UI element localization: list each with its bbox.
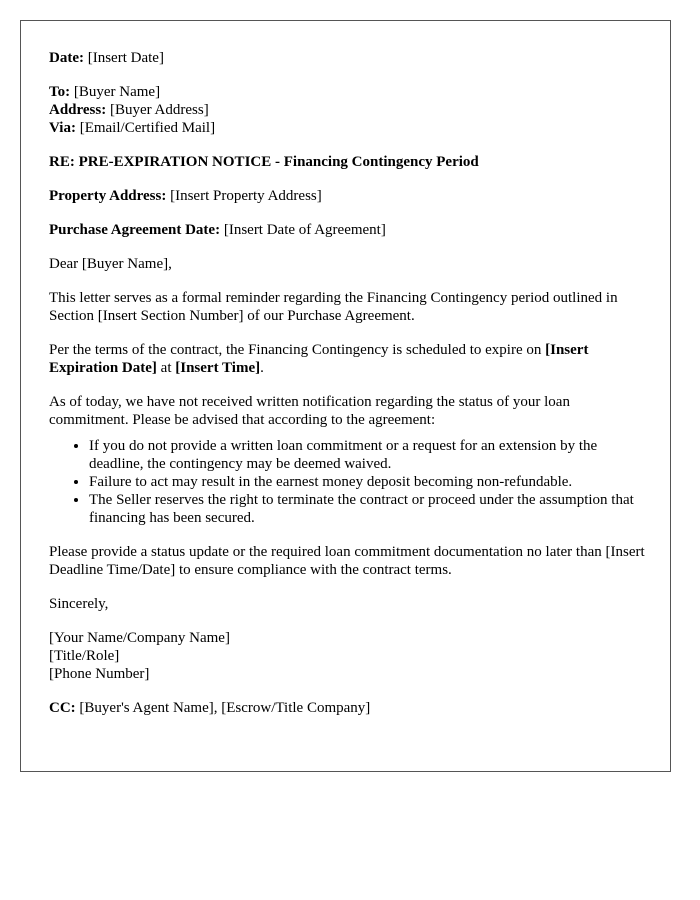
paragraph-status: As of today, we have not received written notification regarding the status of your loan commitment. Please be advised that according to the agreement: xyxy=(49,394,570,428)
agreement-date-value: [Insert Date of Agreement] xyxy=(223,222,386,238)
via-value: [Email/Certified Mail] xyxy=(79,120,216,136)
to-label: To: xyxy=(49,84,71,100)
expiration-suffix: . xyxy=(260,360,264,376)
consequence-list xyxy=(49,437,651,527)
expiration-date: [Insert Expiration Date] xyxy=(49,342,589,376)
list-item: • The Seller reserves the right to terminate the contract or proceed under the assumption that financing has been secured. xyxy=(89,491,651,527)
signature-name: [Your Name/Company Name] xyxy=(49,630,230,646)
cc-label: CC: xyxy=(49,700,76,716)
via-line xyxy=(49,119,651,137)
address-label: Address: xyxy=(49,102,107,118)
date-line xyxy=(49,49,651,67)
address-line xyxy=(49,101,651,119)
subject-line xyxy=(49,153,651,171)
date-label: Date: xyxy=(49,50,84,66)
salutation: Dear [Buyer Name], xyxy=(49,256,172,272)
to-line xyxy=(49,83,651,101)
signature-title: [Title/Role] xyxy=(49,648,120,664)
cc-line xyxy=(49,699,651,717)
recipient-block xyxy=(49,83,651,137)
signature-phone: [Phone Number] xyxy=(49,666,150,682)
closing: Sincerely, xyxy=(49,596,109,612)
paragraph-expiration xyxy=(49,341,651,377)
property-label: Property Address: xyxy=(49,188,167,204)
letter xyxy=(20,20,671,772)
paragraph-reminder: This letter serves as a formal reminder regarding the Financing Contingency period outlined in Section [Insert Section Number] of our Purchase Agreement. xyxy=(49,290,618,324)
expiration-time: [Insert Time] xyxy=(175,360,261,376)
property-value: [Insert Property Address] xyxy=(170,188,322,204)
address-value: [Buyer Address] xyxy=(109,102,209,118)
agreement-date-line xyxy=(49,221,651,239)
signature-block xyxy=(49,629,651,683)
date-value: [Insert Date] xyxy=(87,50,164,66)
cc-value: [Buyer's Agent Name], [Escrow/Title Company] xyxy=(79,700,371,716)
list-item: • If you do not provide a written loan commitment or a request for an extension by the deadline, the contingency may be deemed waived. xyxy=(89,437,651,473)
expiration-middle: at xyxy=(156,360,176,376)
to-value: [Buyer Name] xyxy=(73,84,161,100)
property-line xyxy=(49,187,651,205)
expiration-prefix: Per the terms of the contract, the Financing Contingency is scheduled to expire on xyxy=(49,342,546,358)
paragraph-request: Please provide a status update or the required loan commitment documentation no later than [Insert Deadline Time/Date] to ensure compliance with the contract terms. xyxy=(49,544,645,578)
via-label: Via: xyxy=(49,120,76,136)
agreement-date-label: Purchase Agreement Date: xyxy=(49,222,221,238)
subject: RE: PRE-EXPIRATION NOTICE - Financing Contingency Period xyxy=(49,154,479,170)
list-item: • Failure to act may result in the earnest money deposit becoming non-refundable. xyxy=(89,473,651,491)
